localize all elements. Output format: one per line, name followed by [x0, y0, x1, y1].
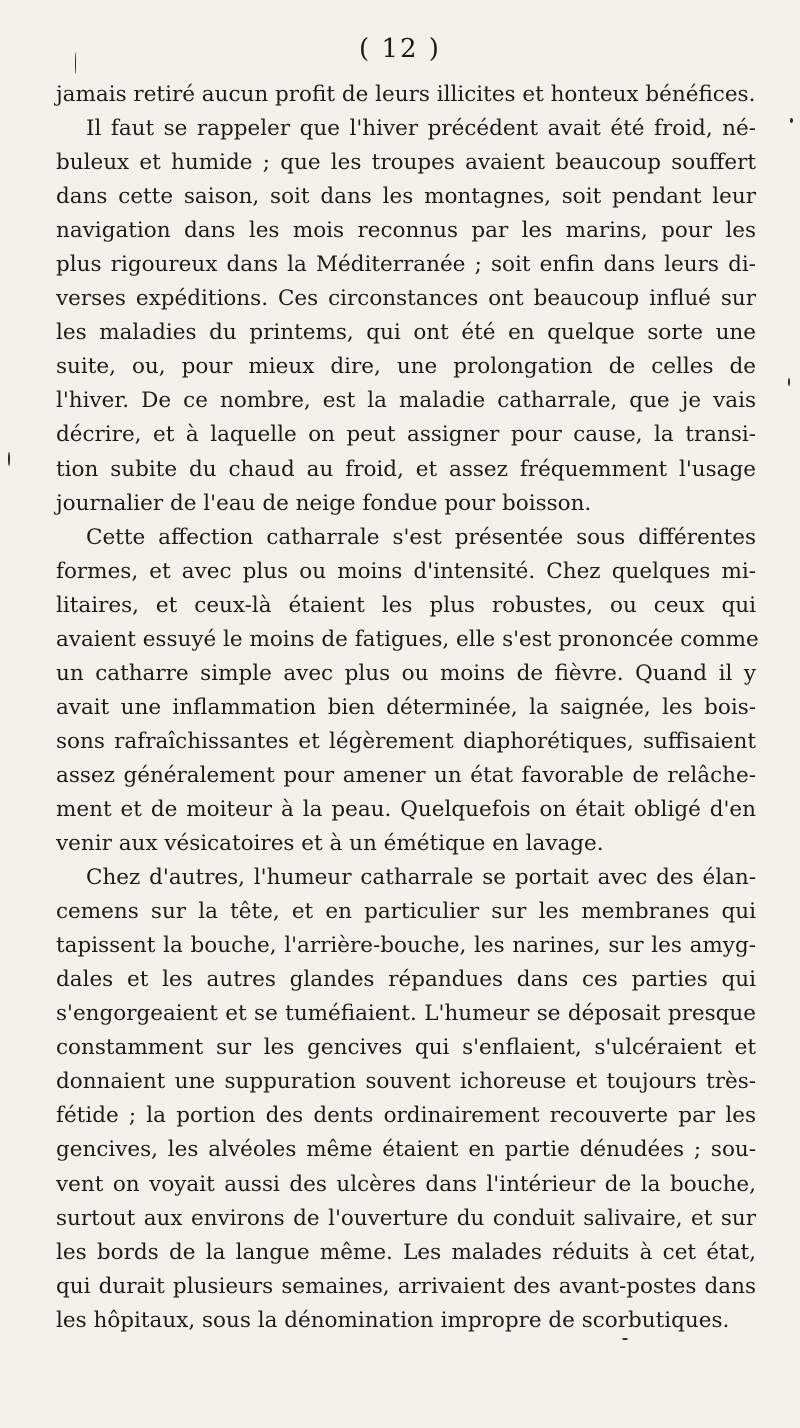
text-line: l'hiver. De ce nombre, est la maladie catharrale, que je vais [56, 388, 756, 414]
text-line: suite, ou, pour mieux dire, une prolongation de celles de [56, 354, 756, 380]
text-line: buleux et humide ; que les troupes avaient beaucoup souffert [56, 150, 756, 176]
text-line: s'engorgeaient et se tuméfiaient. L'humeur se déposait presque [56, 1001, 756, 1027]
text-line: navigation dans les mois reconnus par les marins, pour les [56, 218, 756, 244]
text-line: qui durait plusieurs semaines, arrivaient des avant-postes dans [56, 1273, 756, 1299]
text-line: les maladies du printems, qui ont été en quelque sorte une [56, 320, 756, 346]
text-line: tapissent la bouche, l'arrière-bouche, les narines, sur les amyg- [56, 933, 756, 959]
text-line: donnaient une suppuration souvent ichoreuse et toujours très- [56, 1069, 756, 1095]
scan-speck [790, 118, 793, 123]
text-line: cemens sur la tête, et en particulier sur les membranes qui [56, 899, 756, 925]
text-line: surtout aux environs de l'ouverture du conduit salivaire, et sur [56, 1205, 756, 1231]
text-line: journalier de l'eau de neige fondue pour boisson. [56, 490, 592, 516]
text-line: décrire, et à laquelle on peut assigner pour cause, la transi- [56, 422, 756, 448]
text-line: avaient essuyé le moins de fatigues, elle s'est prononcée comme [56, 626, 759, 652]
scan-speck [622, 1338, 628, 1340]
text-line: gencives, les alvéoles même étaient en partie dénudées ; sou- [56, 1137, 756, 1163]
text-line: sons rafraîchissantes et légèrement diaphorétiques, suffisaient [56, 728, 756, 754]
text-line: verses expéditions. Ces circonstances ont beaucoup influé sur [56, 286, 756, 312]
text-line: les bords de la langue même. Les malades réduits à cet état, [56, 1239, 756, 1265]
text-line: venir aux vésicatoires et à un émétique en lavage. [56, 831, 604, 857]
text-line: Chez d'autres, l'humeur catharrale se portait avec des élan- [86, 865, 756, 891]
text-line: ment et de moiteur à la peau. Quelquefois on était obligé d'en [56, 796, 756, 822]
text-line: dales et les autres glandes répandues dans ces parties qui [56, 967, 756, 993]
text-line: litaires, et ceux-là étaient les plus robustes, ou ceux qui [56, 592, 756, 618]
scan-speck [788, 378, 790, 386]
text-line: assez généralement pour amener un état favorable de relâche- [56, 762, 756, 788]
text-line: avait une inflammation bien déterminée, la saignée, les bois- [56, 694, 756, 720]
text-line: tion subite du chaud au froid, et assez fréquemment l'usage [56, 456, 756, 482]
text-line: vent on voyait aussi des ulcères dans l'intérieur de la bouche, [56, 1171, 756, 1197]
text-line: les hôpitaux, sous la dénomination impropre de scorbutiques. [56, 1307, 730, 1333]
text-line: fétide ; la portion des dents ordinairement recouverte par les [56, 1103, 756, 1129]
text-line: Cette affection catharrale s'est présentée sous différentes [86, 524, 756, 550]
body-text [56, 78, 759, 1338]
text-line: Il faut se rappeler que l'hiver précédent avait été froid, né- [86, 116, 756, 142]
text-line: constamment sur les gencives qui s'enflaient, s'ulcéraient et [56, 1035, 756, 1061]
text-line: dans cette saison, soit dans les montagnes, soit pendant leur [56, 184, 756, 210]
text-line: jamais retiré aucun profit de leurs illicites et honteux bénéfices. [56, 82, 756, 107]
page-number: ( 12 ) [359, 34, 441, 64]
scan-speck [75, 52, 76, 74]
text-line: un catharre simple avec plus ou moins de fièvre. Quand il y [56, 660, 756, 686]
text-line: plus rigoureux dans la Méditerranée ; soit enfin dans leurs di- [56, 252, 756, 278]
scan-speck [8, 452, 10, 466]
text-line: formes, et avec plus ou moins d'intensité. Chez quelques mi- [56, 558, 756, 584]
